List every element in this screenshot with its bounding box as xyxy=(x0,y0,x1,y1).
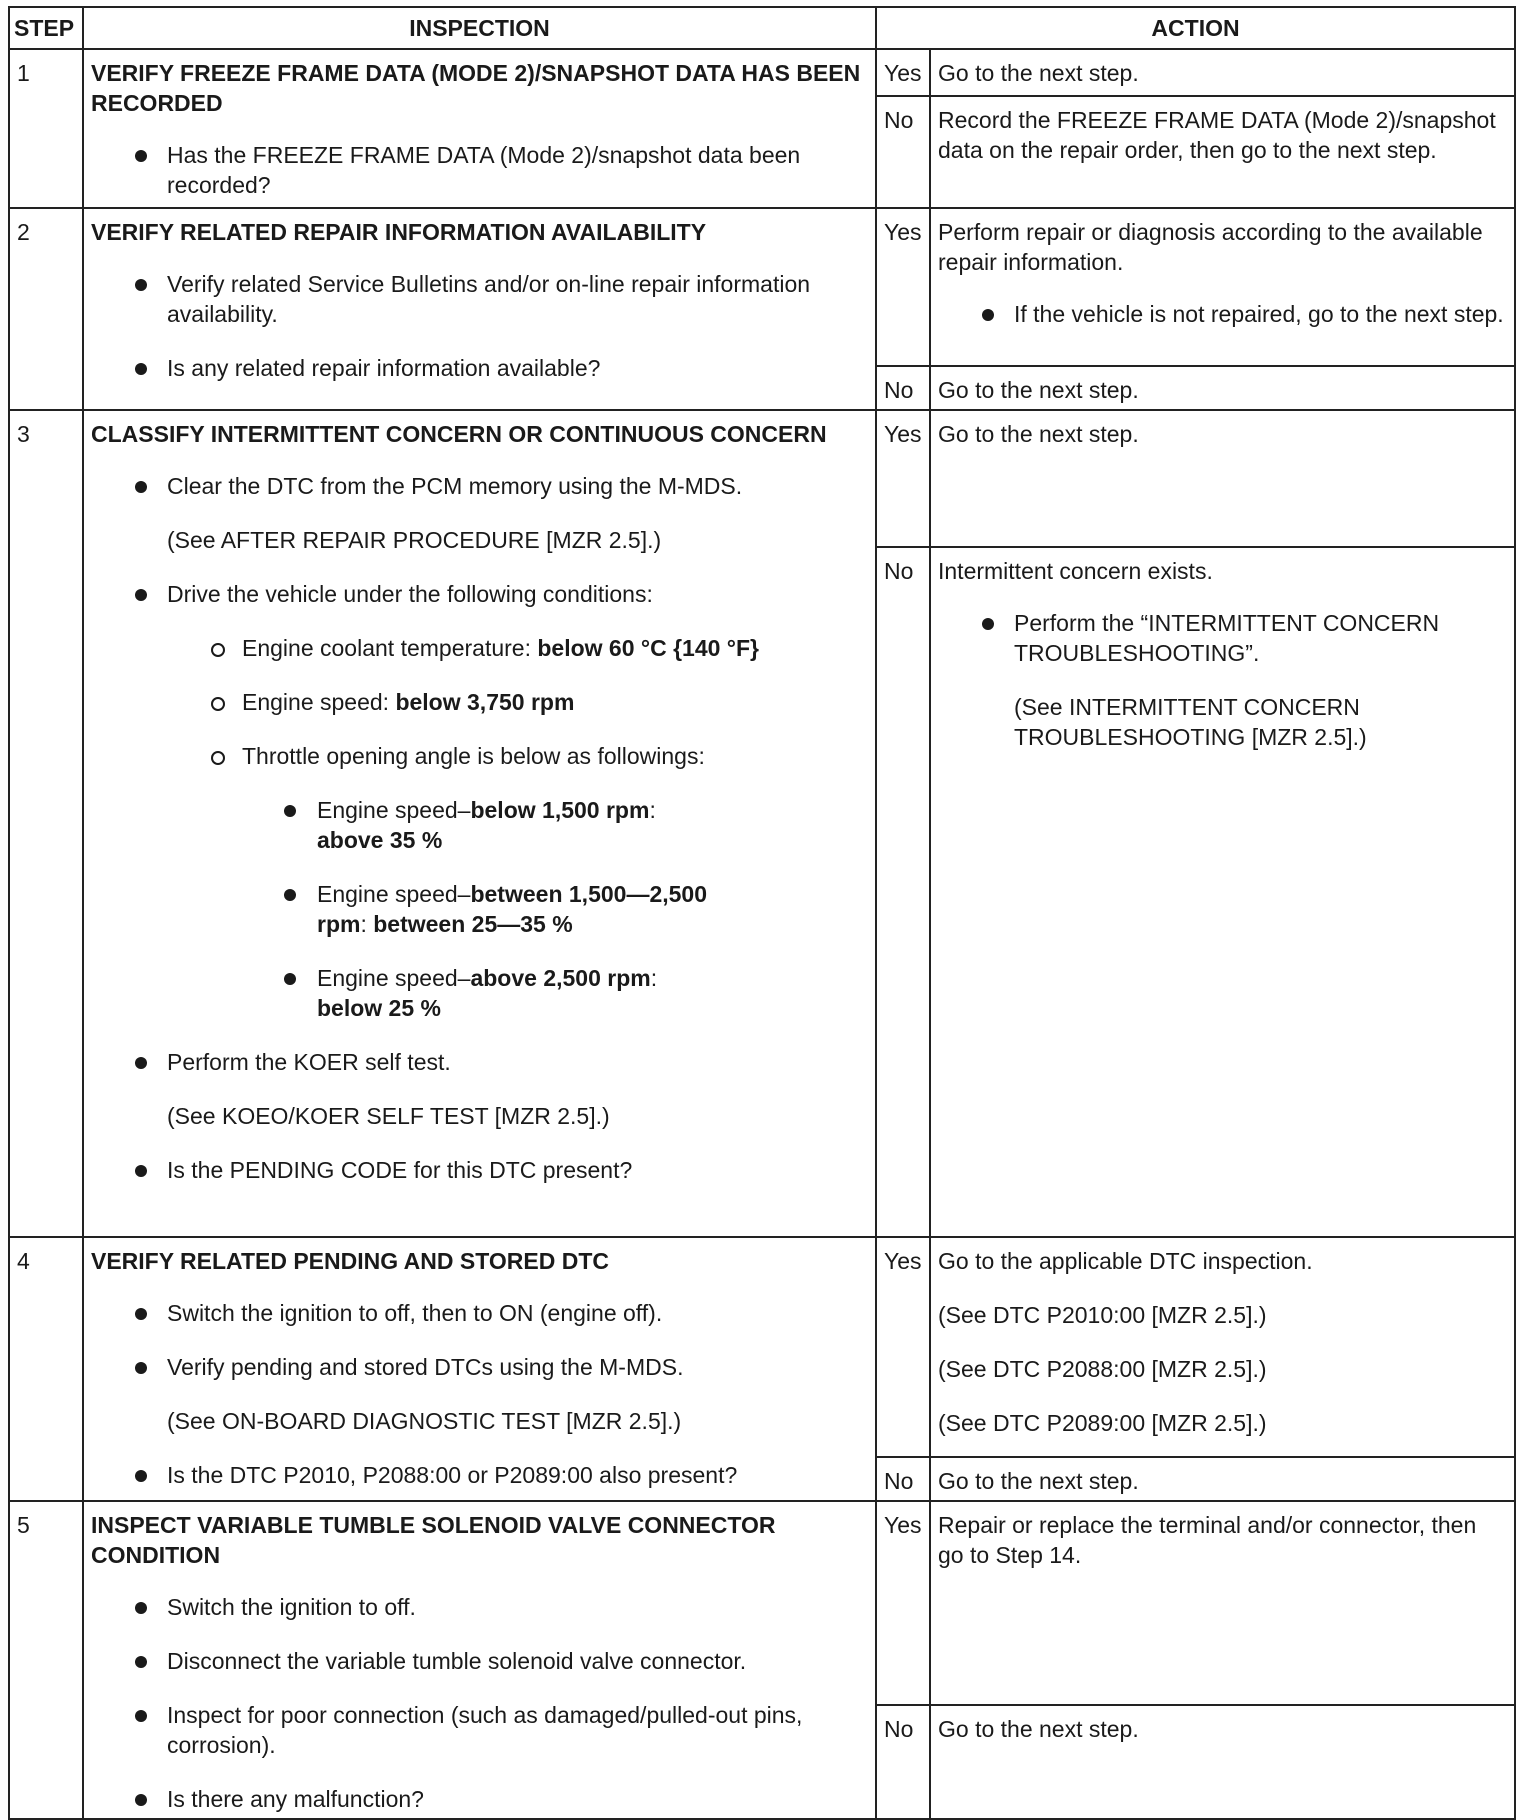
bullet-item: Drive the vehicle under the following conditions: Engine coolant temperature: below 60 °C {140 °F} Engine speed: below 3,750 rpm Throttle opening angle is below as followings: Engine speed–below 1,500 rpm: above 35 % Engine speed–between 1,500—2,500 rpm: between 25—35 % Engine speed–above 2,500 rpm: below 25 % xyxy=(91,579,868,1023)
no-action: Go to the next step. xyxy=(930,1705,1515,1819)
no-label: No xyxy=(876,96,930,208)
inspection-document xyxy=(8,6,1514,1815)
action-bullet: Perform the “INTERMITTENT CONCERN TROUBLESHOOTING”. (See INTERMITTENT CONCERN TROUBLESHOOTING [MZR 2.5].) xyxy=(938,608,1507,752)
header-inspection: INSPECTION xyxy=(83,7,876,49)
bullet-list xyxy=(91,471,868,1185)
step-title: VERIFY RELATED REPAIR INFORMATION AVAILABILITY xyxy=(91,219,707,245)
bullet-item: Switch the ignition to off. xyxy=(91,1592,868,1622)
no-label: No xyxy=(876,547,930,1237)
yes-action: Repair or replace the terminal and/or connector, then go to Step 14. xyxy=(930,1501,1515,1705)
step-title: VERIFY RELATED PENDING AND STORED DTC xyxy=(91,1248,609,1274)
step-5-row xyxy=(9,1501,1515,1705)
step-number: 3 xyxy=(9,410,83,1237)
step-number: 1 xyxy=(9,49,83,208)
no-action-cell xyxy=(930,547,1515,1237)
step-1-row xyxy=(9,49,1515,96)
step-2-row xyxy=(9,208,1515,366)
condition-item: Throttle opening angle is below as followings: Engine speed–below 1,500 rpm: above 35 % Engine speed–between 1,500—2,500 rpm: between 25—35 % Engine speed–above 2,500 rpm: below 25 % xyxy=(167,741,868,1023)
bullet-item: Verify pending and stored DTCs using the M-MDS. (See ON-BOARD DIAGNOSTIC TEST [MZR 2.5].) xyxy=(91,1352,868,1436)
yes-label: Yes xyxy=(876,410,930,547)
condition-list xyxy=(167,633,868,1023)
step-2-inspection xyxy=(83,208,876,410)
reference-note: (See DTC P2010:00 [MZR 2.5].) xyxy=(938,1302,1267,1328)
step-3-row xyxy=(9,410,1515,547)
bullet-item: Inspect for poor connection (such as damaged/pulled-out pins, corrosion). xyxy=(91,1700,868,1760)
throttle-list xyxy=(242,795,712,1023)
step-3-inspection xyxy=(83,410,876,1237)
condition-item: Engine speed: below 3,750 rpm xyxy=(167,687,868,717)
condition-item: Engine coolant temperature: below 60 °C {140 °F} xyxy=(167,633,868,663)
no-label: No xyxy=(876,1457,930,1501)
diagnostic-table xyxy=(8,6,1516,1820)
bullet-item: Is the PENDING CODE for this DTC present? xyxy=(91,1155,868,1185)
bullet-item: Clear the DTC from the PCM memory using the M-MDS. (See AFTER REPAIR PROCEDURE [MZR 2.5].) xyxy=(91,471,868,555)
step-4-row xyxy=(9,1237,1515,1457)
step-title: VERIFY FREEZE FRAME DATA (MODE 2)/SNAPSHOT DATA HAS BEEN RECORDED xyxy=(91,60,861,116)
step-number: 4 xyxy=(9,1237,83,1501)
reference-note: (See DTC P2089:00 [MZR 2.5].) xyxy=(938,1410,1267,1436)
yes-label: Yes xyxy=(876,1501,930,1705)
step-number: 5 xyxy=(9,1501,83,1819)
step-title: INSPECT VARIABLE TUMBLE SOLENOID VALVE CONNECTOR CONDITION xyxy=(91,1512,776,1568)
bullet-item: Perform the KOER self test. (See KOEO/KOER SELF TEST [MZR 2.5].) xyxy=(91,1047,868,1131)
throttle-item: Engine speed–below 1,500 rpm: above 35 % xyxy=(242,795,712,855)
yes-action: Perform repair or diagnosis according to the available repair information. xyxy=(938,219,1483,275)
bullet-item: Is there any malfunction? xyxy=(91,1784,868,1814)
yes-action-cell xyxy=(930,1237,1515,1457)
step-4-inspection xyxy=(83,1237,876,1501)
header-row xyxy=(9,7,1515,49)
bullet-list xyxy=(91,269,868,383)
yes-label: Yes xyxy=(876,1237,930,1457)
bullet-list xyxy=(91,1298,868,1490)
no-action: Go to the next step. xyxy=(930,366,1515,410)
step-1-inspection xyxy=(83,49,876,208)
bullet-list xyxy=(91,1592,868,1814)
bullet-list xyxy=(91,140,868,200)
bullet-item: Disconnect the variable tumble solenoid valve connector. xyxy=(91,1646,868,1676)
reference-note: (See INTERMITTENT CONCERN TROUBLESHOOTING [MZR 2.5].) xyxy=(1014,694,1367,750)
reference-note: (See KOEO/KOER SELF TEST [MZR 2.5].) xyxy=(167,1103,610,1129)
header-step: STEP xyxy=(9,7,83,49)
throttle-item: Engine speed–above 2,500 rpm: below 25 % xyxy=(242,963,712,1023)
no-label: No xyxy=(876,366,930,410)
throttle-item: Engine speed–between 1,500—2,500 rpm: between 25—35 % xyxy=(242,879,712,939)
yes-action-cell xyxy=(930,208,1515,366)
header-action: ACTION xyxy=(876,7,1515,49)
yes-label: Yes xyxy=(876,49,930,96)
reference-note: (See DTC P2088:00 [MZR 2.5].) xyxy=(938,1356,1267,1382)
yes-action: Go to the next step. xyxy=(930,49,1515,96)
step-number: 2 xyxy=(9,208,83,410)
step-title: CLASSIFY INTERMITTENT CONCERN OR CONTINUOUS CONCERN xyxy=(91,421,827,447)
bullet-item: Switch the ignition to off, then to ON (engine off). xyxy=(91,1298,868,1328)
no-action: Intermittent concern exists. xyxy=(938,558,1213,584)
reference-note: (See AFTER REPAIR PROCEDURE [MZR 2.5].) xyxy=(167,527,662,553)
action-bullet: If the vehicle is not repaired, go to the next step. xyxy=(938,299,1507,329)
action-bullet-list xyxy=(938,299,1507,329)
bullet-item: Is any related repair information available? xyxy=(91,353,868,383)
step-5-inspection xyxy=(83,1501,876,1819)
no-label: No xyxy=(876,1705,930,1819)
yes-action: Go to the applicable DTC inspection. xyxy=(938,1248,1313,1274)
reference-note: (See ON-BOARD DIAGNOSTIC TEST [MZR 2.5].) xyxy=(167,1408,682,1434)
bullet-item: Is the DTC P2010, P2088:00 or P2089:00 also present? xyxy=(91,1460,868,1490)
action-bullet-list xyxy=(938,608,1507,752)
bullet-item: Verify related Service Bulletins and/or on-line repair information availability. xyxy=(91,269,868,329)
no-action: Go to the next step. xyxy=(930,1457,1515,1501)
bullet-item: Has the FREEZE FRAME DATA (Mode 2)/snapshot data been recorded? xyxy=(91,140,868,200)
yes-label: Yes xyxy=(876,208,930,366)
yes-action: Go to the next step. xyxy=(930,410,1515,547)
no-action: Record the FREEZE FRAME DATA (Mode 2)/snapshot data on the repair order, then go to the next step. xyxy=(930,96,1515,208)
